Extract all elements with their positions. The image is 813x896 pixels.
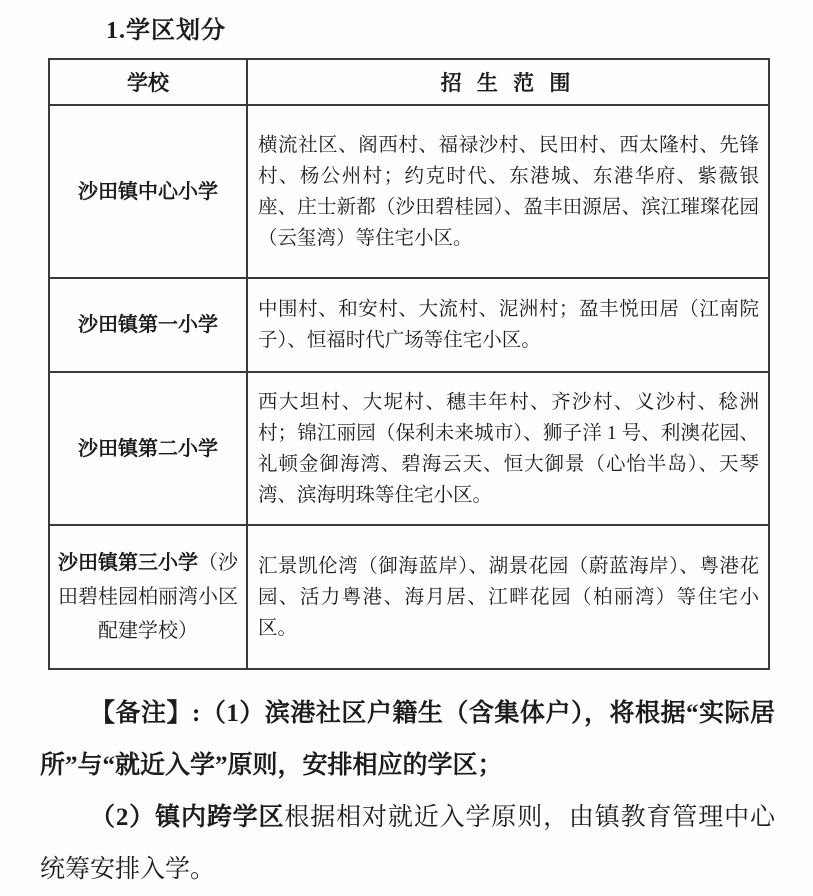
school-name: 沙田镇第一小学 <box>78 314 218 336</box>
table-row <box>49 105 769 278</box>
scope-cell: 中围村、和安村、大流村、泥洲村；盈丰悦田居（江南院子）、恒福时代广场等住宅小区。 <box>247 278 769 372</box>
table-row <box>49 525 769 669</box>
school-name: 沙田镇第二小学 <box>78 437 218 460</box>
school-cell <box>49 105 247 278</box>
scope-cell: 汇景凯伦湾（御海蓝岸）、湖景花园（蔚蓝海岸）、粤港花园、活力粤港、海月居、江畔花园（柏丽湾）等住宅小区。 <box>247 525 769 669</box>
district-table <box>48 58 770 670</box>
school-name: 沙田镇中心小学 <box>78 180 218 203</box>
remark-2-body: 根据相对就近入学原则，由镇教育管理中心统筹安排入学。 <box>40 804 775 883</box>
header-school: 学校 <box>49 59 247 105</box>
school-cell <box>49 278 247 372</box>
school-note: （沙田碧桂园柏丽湾小区配建学校） <box>58 552 238 642</box>
scope-cell: 横流社区、阁西村、福禄沙村、民田村、西太隆村、先锋村、杨公州村；约克时代、东港城、东港华府、紫薇银座、庄士新都（沙田碧桂园）、盈丰田源居、滨江璀璨花园（云玺湾）等住宅小区。 <box>247 105 769 278</box>
table-header-row <box>49 59 769 105</box>
school-name: 沙田镇第三小学 <box>58 552 198 574</box>
table-row <box>49 372 769 525</box>
table-row <box>49 278 769 372</box>
remark-paragraph-1: 【备注】:（1）滨港社区户籍生（含集体户），将根据“实际居所”与“就近入学”原则，安排相应的学区； <box>40 700 775 779</box>
header-scope: 招 生 范 围 <box>247 59 769 105</box>
remarks-section <box>40 688 775 896</box>
remark-paragraph-2 <box>40 792 775 896</box>
school-cell <box>49 525 247 669</box>
remark-2-lead: （2）镇内跨学区 <box>90 804 285 831</box>
page-title: 1.学区划分 <box>106 18 226 44</box>
scope-cell: 西大坦村、大坭村、穗丰年村、齐沙村、义沙村、稔洲村；锦江丽园（保利未来城市）、狮子洋 1 号、利澳花园、礼顿金御海湾、碧海云天、恒大御景（心怡半岛）、天琴湾、滨海明珠等住宅小区。 <box>247 372 769 525</box>
school-cell <box>49 372 247 525</box>
